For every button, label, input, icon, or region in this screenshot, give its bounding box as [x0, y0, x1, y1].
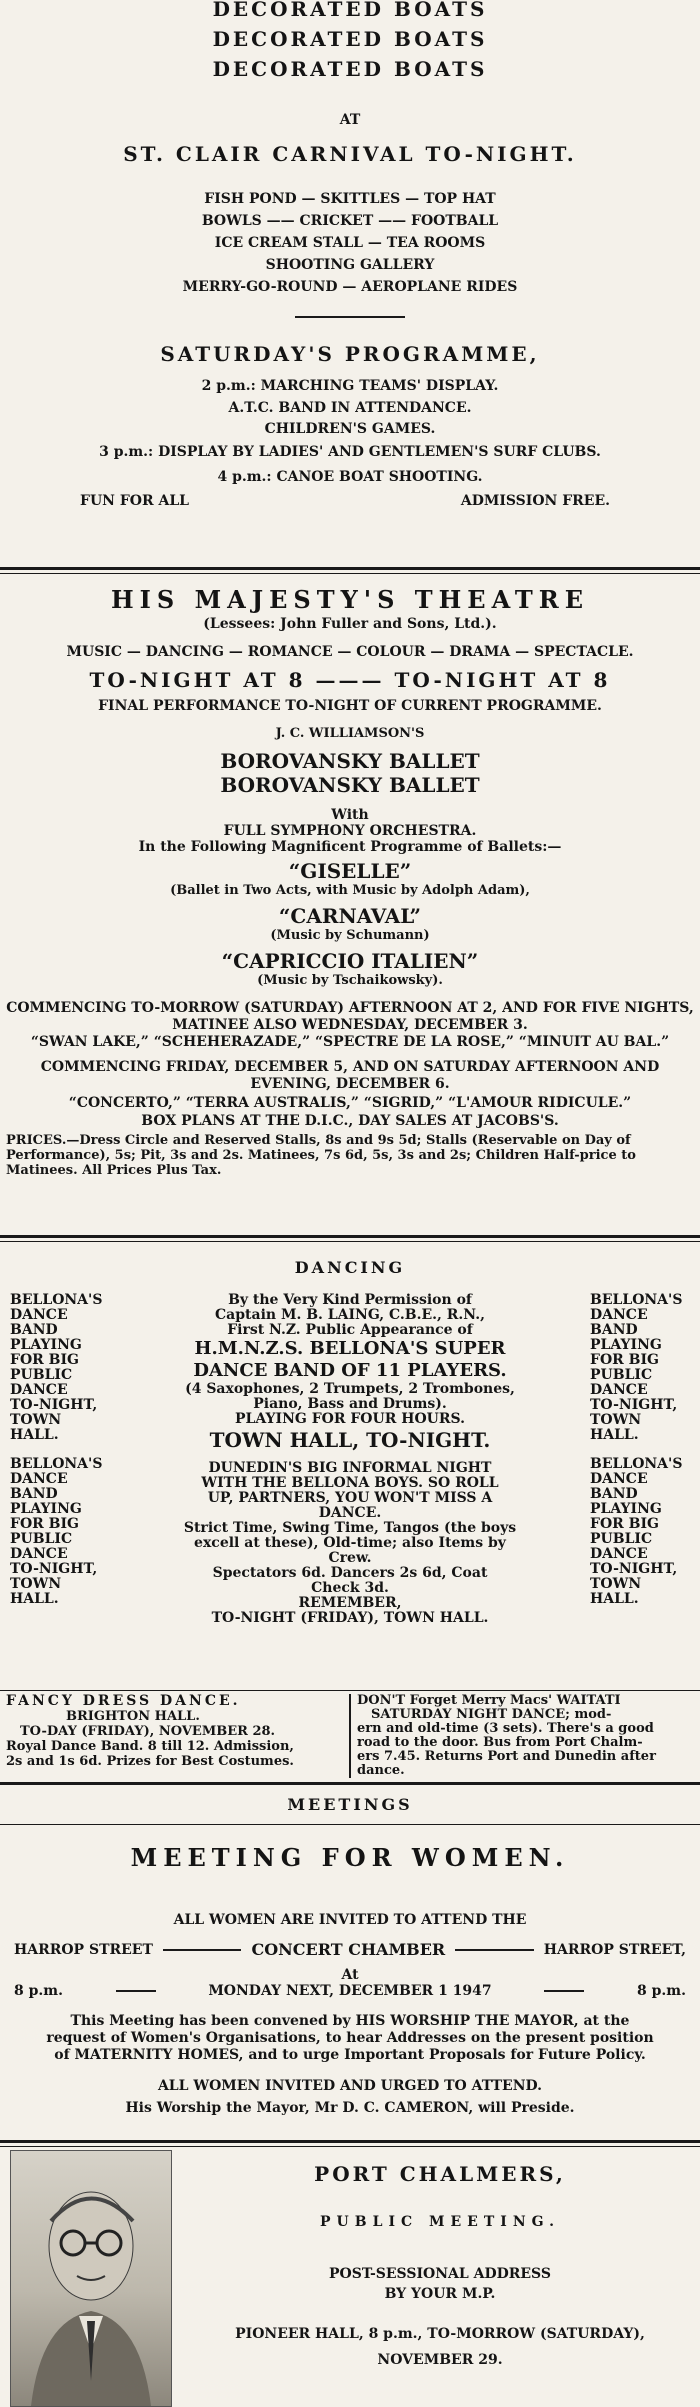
side-word: FOR BIG: [590, 1352, 659, 1368]
mp-portrait: [10, 2150, 172, 2407]
headline-line: DECORATED BOATS: [212, 57, 488, 81]
orchestra-line: FULL SYMPHONY ORCHESTRA.: [223, 823, 477, 839]
side-word: DANCE: [10, 1546, 68, 1562]
dance-line: By the Very Kind Permission of: [228, 1292, 472, 1308]
section-rule: [0, 1782, 700, 1785]
street-right: HARROP STREET,: [543, 1941, 687, 1958]
side-word: TO-NIGHT,: [10, 1561, 98, 1577]
at-label: At: [341, 1967, 359, 1983]
commencing-2: COMMENCING FRIDAY, DECEMBER 5, AND ON SATURDAY AFTERNOON AND EVENING, DECEMBER 6.: [40, 1059, 660, 1092]
side-word: HALL.: [10, 1591, 59, 1607]
side-word: PLAYING: [10, 1501, 82, 1517]
side-word: PLAYING: [10, 1337, 82, 1353]
side-word: PUBLIC: [10, 1367, 73, 1383]
urge-line: ALL WOMEN INVITED AND URGED TO ATTEND.: [157, 2078, 543, 2094]
dance-line: Spectators 6d. Dancers 2s 6d, Coat: [212, 1565, 488, 1581]
side-word: DANCE: [590, 1471, 648, 1487]
dance-line: UP, PARTNERS, YOU WON'T MISS A: [207, 1490, 493, 1506]
dance-line: Crew.: [328, 1550, 372, 1566]
side-word: PLAYING: [590, 1501, 662, 1517]
side-word: DANCE: [10, 1307, 68, 1323]
headline-line: DECORATED BOATS: [212, 27, 488, 51]
short-divider: [295, 316, 405, 318]
side-word: TOWN: [590, 1412, 642, 1428]
side-word: PLAYING: [590, 1337, 662, 1353]
programme-title: SATURDAY'S PROGRAMME,: [160, 342, 540, 366]
programme-line: 3 p.m.: DISPLAY BY LADIES' AND GENTLEMEN'S SURF CLUBS.: [99, 444, 601, 460]
section-heading: DANCING: [294, 1258, 406, 1277]
dance-line: WITH THE BELLONA BOYS. SO ROLL: [201, 1475, 499, 1491]
side-word: BELLONA'S: [590, 1292, 683, 1308]
side-word: BELLONA'S: [590, 1456, 683, 1472]
dancing-section: [0, 1258, 700, 1626]
side-word: DANCE: [10, 1382, 68, 1398]
company-line: BOROVANSKY BALLET: [220, 749, 480, 773]
meeting-body: This Meeting has been convened by HIS WORSHIP THE MAYOR, at the request of Women's Organisations, to hear Addresses on the present position of MATERNITY HOMES, and to urge Important Proposals for Future Policy.: [46, 2013, 654, 2063]
section-rule: [0, 1824, 700, 1825]
time-right: 8 p.m.: [637, 1983, 686, 1999]
dance-line: Captain M. B. LAING, C.B.E., R.N.,: [215, 1307, 485, 1323]
programme-line: 2 p.m.: MARCHING TEAMS' DISPLAY.: [201, 378, 499, 394]
ballet-note: (Music by Tschaikowsky).: [257, 973, 443, 988]
theatre-name: HIS MAJESTY'S THEATRE: [110, 585, 590, 614]
section-rule: [0, 1235, 700, 1238]
side-word: TO-NIGHT,: [590, 1397, 678, 1413]
pc-where: PIONEER HALL, 8 p.m., TO-MORROW (SATURDAY),: [235, 2326, 645, 2342]
preside-line: His Worship the Mayor, Mr D. C. CAMERON, will Preside.: [125, 2100, 575, 2116]
ad-line: TO-DAY (FRIDAY), NOVEMBER 28.: [20, 1724, 276, 1739]
programme-line: A.T.C. BAND IN ATTENDANCE.: [228, 400, 472, 416]
section-heading: MEETINGS: [287, 1795, 413, 1814]
section-rule: [0, 1241, 700, 1242]
st-clair-carnival-ad: [0, 0, 700, 509]
pc-address: BY YOUR M.P.: [384, 2286, 496, 2302]
column-divider: [349, 1694, 351, 1778]
event-title: ST. CLAIR CARNIVAL TO-NIGHT.: [123, 142, 577, 166]
section-rule: [0, 2146, 700, 2147]
side-word: HALL.: [590, 1427, 639, 1443]
attraction-line: FISH POND — SKITTLES — TOP HAT: [204, 191, 496, 207]
ad-line: BRIGHTON HALL.: [66, 1709, 200, 1724]
side-word: DANCE: [590, 1546, 648, 1562]
side-word: PUBLIC: [10, 1531, 73, 1547]
section-rule: [0, 2140, 700, 2143]
ad-line: DON'T Forget Merry Macs' WAITATI: [357, 1693, 621, 1708]
attraction-line: SHOOTING GALLERY: [265, 257, 435, 273]
following-line: In the Following Magnificent Programme of Ballets:—: [138, 839, 562, 855]
port-chalmers-ad: [190, 2162, 690, 2368]
meeting-date: MONDAY NEXT, DECEMBER 1 1947: [208, 1983, 492, 1999]
invite-line: ALL WOMEN ARE INVITED TO ATTEND THE: [173, 1912, 527, 1928]
street-left: HARROP STREET: [14, 1941, 153, 1958]
tonight-line: TO-NIGHT AT 8 ——— TO-NIGHT AT 8: [89, 668, 611, 692]
ballet-note: (Music by Schumann): [270, 928, 430, 943]
dance-line: First N.Z. Public Appearance of: [227, 1322, 473, 1338]
fancy-dress-ad: [0, 1694, 343, 1778]
ad-line: SATURDAY NIGHT DANCE; mod-: [371, 1707, 612, 1722]
section-rule: [0, 573, 700, 574]
ad-line: 2s and 1s 6d. Prizes for Best Costumes.: [6, 1754, 294, 1769]
pc-title: PORT CHALMERS,: [314, 2162, 566, 2186]
side-word: FOR BIG: [10, 1352, 79, 1368]
dance-line: TO-NIGHT (FRIDAY), TOWN HALL.: [211, 1610, 489, 1626]
side-word: TOWN: [590, 1576, 642, 1592]
lessees-line: (Lessees: John Fuller and Sons, Ltd.).: [203, 616, 497, 632]
at-label: AT: [339, 112, 361, 128]
ballet-title: “CAPRICCIO ITALIEN”: [221, 949, 479, 973]
meeting-title: MEETING FOR WOMEN.: [130, 1843, 570, 1872]
ad-line: dance.: [357, 1763, 405, 1778]
dance-line: excell at these), Old-time; also Items by: [194, 1535, 506, 1551]
pc-date: NOVEMBER 29.: [377, 2352, 503, 2368]
company-line: BOROVANSKY BALLET: [220, 773, 480, 797]
side-word: BELLONA'S: [10, 1456, 103, 1472]
programme-line: 4 p.m.: CANOE BOAT SHOOTING.: [217, 469, 483, 485]
side-word: BAND: [10, 1322, 58, 1338]
works-2: “CONCERTO,” “TERRA AUSTRALIS,” “SIGRID,” “L'AMOUR RIDICULE.”: [68, 1095, 632, 1111]
time-left: 8 p.m.: [14, 1983, 63, 1999]
side-word: HALL.: [10, 1427, 59, 1443]
side-word: TO-NIGHT,: [590, 1561, 678, 1577]
side-word: BAND: [590, 1322, 638, 1338]
programme-line: CHILDREN'S GAMES.: [264, 421, 436, 437]
portrait-drawing: [11, 2151, 171, 2406]
side-word: TOWN: [10, 1412, 62, 1428]
side-word: DANCE: [10, 1471, 68, 1487]
headline-line: DECORATED BOATS: [212, 0, 488, 21]
side-word: PUBLIC: [590, 1531, 653, 1547]
ad-line: ern and old-time (3 sets). There's a good: [357, 1721, 654, 1736]
merry-macs-ad: [357, 1694, 700, 1778]
side-word: DANCE: [590, 1382, 648, 1398]
ballet-note: (Ballet in Two Acts, with Music by Adolph Adam),: [170, 883, 530, 898]
dance-line: (4 Saxophones, 2 Trumpets, 2 Trombones,: [185, 1381, 515, 1397]
dance-big-line: DANCE BAND OF 11 PLAYERS.: [193, 1360, 507, 1381]
side-column-left: [10, 1293, 110, 1626]
side-word: DANCE: [590, 1307, 648, 1323]
side-word: BAND: [10, 1486, 58, 1502]
dance-line: DUNEDIN'S BIG INFORMAL NIGHT: [208, 1460, 492, 1476]
meetings-section: [0, 1795, 700, 2116]
side-word: FOR BIG: [590, 1516, 659, 1532]
side-word: FOR BIG: [10, 1516, 79, 1532]
commencing-1: COMMENCING TO-MORROW (SATURDAY) AFTERNOON AT 2, AND FOR FIVE NIGHTS, MATINEE ALSO WEDNESDAY, DECEMBER 3.: [6, 1000, 694, 1033]
dance-small-ads: [0, 1694, 700, 1778]
ad-line: road to the door. Bus from Port Chalm-: [357, 1735, 643, 1750]
ballet-title: “GISELLE”: [288, 859, 412, 883]
side-word: TOWN: [10, 1576, 62, 1592]
side-word: BAND: [590, 1486, 638, 1502]
pc-address: POST-SESSIONAL ADDRESS: [329, 2266, 551, 2282]
dance-line: PLAYING FOR FOUR HOURS.: [235, 1411, 465, 1427]
ad-line: ers 7.45. Returns Port and Dunedin after: [357, 1749, 656, 1764]
ad-line: Royal Dance Band. 8 till 12. Admission,: [6, 1739, 294, 1754]
attraction-line: ICE CREAM STALL — TEA ROOMS: [214, 235, 486, 251]
dance-line: Strict Time, Swing Time, Tangos (the boys: [183, 1520, 517, 1536]
side-word: PUBLIC: [590, 1367, 653, 1383]
attraction-line: MERRY-GO-ROUND — AEROPLANE RIDES: [182, 279, 518, 295]
pc-sub: PUBLIC MEETING.: [320, 2214, 560, 2230]
theatre-ad: [0, 585, 700, 1178]
presenter-line: J. C. WILLIAMSON'S: [275, 726, 425, 741]
dance-line: REMEMBER,: [298, 1595, 402, 1611]
section-rule: [0, 567, 700, 570]
final-line: FINAL PERFORMANCE TO-NIGHT OF CURRENT PROGRAMME.: [98, 698, 602, 714]
ad-line: FANCY DRESS DANCE.: [6, 1693, 241, 1709]
section-rule: [0, 1690, 700, 1691]
side-column-right: [590, 1293, 690, 1626]
fun-label: FUN FOR ALL: [80, 493, 190, 509]
dance-line: Check 3d.: [311, 1580, 389, 1596]
genres-line: MUSIC — DANCING — ROMANCE — COLOUR — DRAMA — SPECTACLE.: [66, 644, 634, 660]
side-word: TO-NIGHT,: [10, 1397, 98, 1413]
dance-venue: TOWN HALL, TO-NIGHT.: [209, 1428, 491, 1452]
with-line: With: [331, 807, 369, 823]
attraction-line: BOWLS —— CRICKET —— FOOTBALL: [201, 213, 499, 229]
ballet-title: “CARNAVAL”: [278, 904, 422, 928]
boxplans-line: BOX PLANS AT THE D.I.C., DAY SALES AT JACOBS'S.: [141, 1113, 559, 1129]
dance-line: Piano, Bass and Drums).: [253, 1396, 447, 1412]
side-word: BELLONA'S: [10, 1292, 103, 1308]
dance-main-text: [122, 1293, 578, 1626]
side-word: HALL.: [590, 1591, 639, 1607]
prices-text: PRICES.—Dress Circle and Reserved Stalls, 8s and 9s 5d; Stalls (Reservable on Day of Performance), 5s; Pit, 3s and 2s. Matinees, 7s 6d, 5s, 3s and 2s; Children Half-price to Matinees. All Prices Plus Tax.: [6, 1133, 636, 1178]
venue-name: CONCERT CHAMBER: [251, 1940, 446, 1959]
dance-big-line: H.M.N.Z.S. BELLONA'S SUPER: [194, 1338, 506, 1359]
dance-line: DANCE.: [318, 1505, 382, 1521]
works-1: “SWAN LAKE,” “SCHEHERAZADE,” “SPECTRE DE LA ROSE,” “MINUIT AU BAL.”: [30, 1034, 670, 1050]
admission-label: ADMISSION FREE.: [460, 493, 610, 509]
